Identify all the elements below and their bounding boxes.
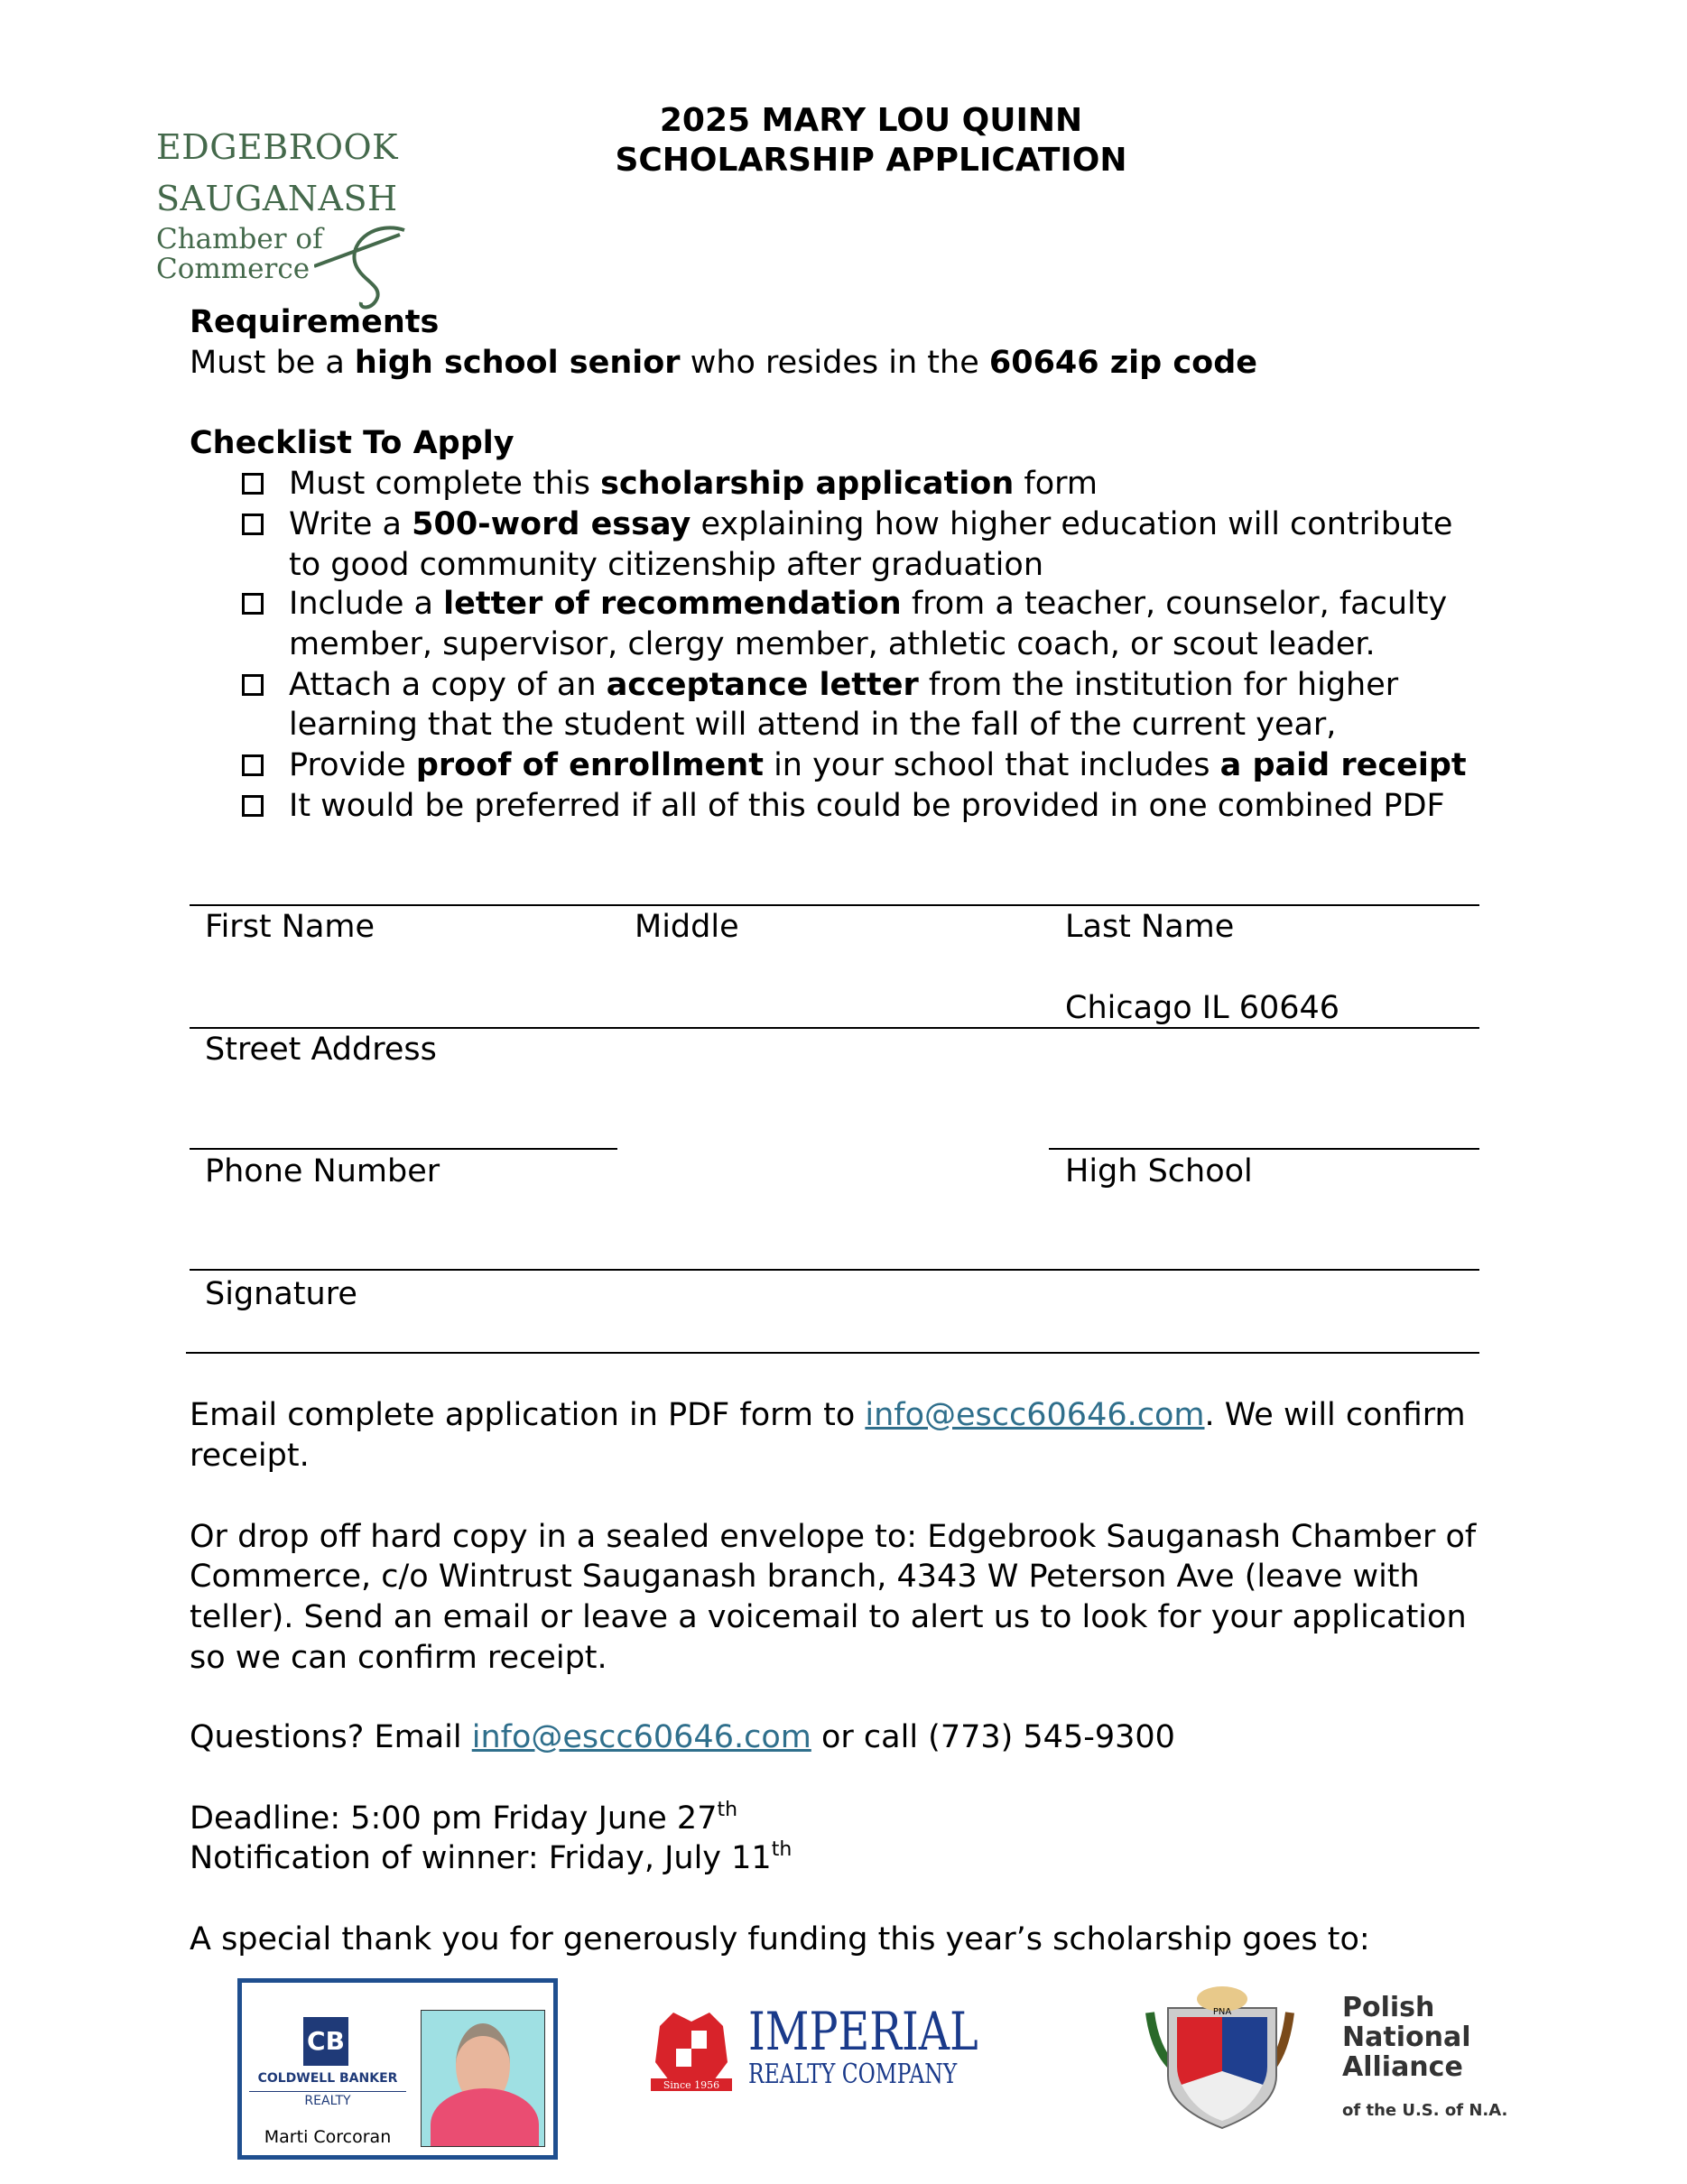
logo-line: Commerce — [156, 253, 311, 285]
logo-line: EDGEBROOK — [156, 127, 399, 167]
signature-label: Signature — [205, 1276, 357, 1312]
page-title-line2: SCHOLARSHIP APPLICATION — [615, 142, 1127, 179]
imperial-name: IMPERIAL — [748, 2001, 978, 2062]
checklist-item: Attach a copy of an acceptance letter from the institution for higher — [289, 667, 1399, 703]
checklist-item-cont: learning that the student will attend in the fall of the current year, — [289, 707, 1337, 743]
coldwell-banker-logo — [237, 1978, 558, 2160]
dropoff-text: so we can confirm receipt. — [190, 1640, 607, 1676]
city-state-zip: Chicago IL 60646 — [1065, 990, 1340, 1026]
logo-s-flourish-icon — [314, 212, 413, 311]
pna-line: Polish — [1342, 1992, 1435, 2023]
checklist-item-cont: member, supervisor, clergy member, athletic coach, or scout leader. — [289, 626, 1376, 662]
logo-line: Chamber of — [156, 223, 323, 255]
checklist-heading: Checklist To Apply — [190, 425, 514, 461]
pna-crest-text: PNA — [1212, 2007, 1232, 2017]
pna-line: Alliance — [1342, 2051, 1463, 2083]
street-address-label: Street Address — [205, 1032, 437, 1068]
phone-school-field-line[interactable] — [190, 1269, 1479, 1271]
questions-email-link[interactable]: info@escc60646.com — [471, 1719, 811, 1755]
pna-line: National — [1342, 2022, 1471, 2053]
checklist-item: Include a letter of recommendation from a teacher, counselor, faculty — [289, 586, 1448, 622]
cb-sub: REALTY — [249, 2091, 406, 2108]
checkbox[interactable] — [242, 795, 264, 817]
thanks-text: A special thank you for generously funding this year’s scholarship goes to: — [190, 1921, 1370, 1957]
agent-photo — [421, 2010, 545, 2147]
polish-national-alliance-logo — [1136, 1985, 1525, 2130]
cb-monogram-icon: CB — [303, 2017, 348, 2066]
page-title-line1: 2025 MARY LOU QUINN — [659, 102, 1083, 139]
cb-agent-name: Marti Corcoran — [264, 2127, 392, 2147]
logo-line: SAUGANASH — [156, 179, 398, 218]
checklist-item-cont: to good community citizenship after graduation — [289, 547, 1044, 583]
street-address-field-line[interactable] — [190, 1148, 617, 1150]
street-address-field-line-right[interactable] — [1049, 1148, 1479, 1150]
notification-text: Notification of winner: Friday, July 11th — [190, 1838, 793, 1876]
checklist-item: It would be preferred if all of this could be provided in one combined PDF — [289, 788, 1445, 824]
pna-crest-icon — [1136, 1985, 1308, 2130]
requirements-text: Must be a high school senior who resides in the 60646 zip code — [190, 345, 1258, 381]
imperial-since-text: Since 1956 — [663, 2079, 720, 2091]
cb-name: COLDWELL BANKER — [257, 2071, 398, 2086]
email-instructions-cont: receipt. — [190, 1438, 310, 1474]
questions-text: Questions? Email info@escc60646.com or call (773) 545-9300 — [190, 1719, 1175, 1755]
deadline-text: Deadline: 5:00 pm Friday June 27th — [190, 1799, 738, 1837]
checklist-item: Write a 500-word essay explaining how higher education will contribute — [289, 506, 1453, 542]
middle-name-label: Middle — [635, 909, 739, 945]
checkbox[interactable] — [242, 473, 264, 495]
signature-field-line[interactable] — [186, 1352, 1479, 1354]
checklist-item: Provide proof of enrollment in your school that includes a paid receipt — [289, 747, 1467, 783]
dropoff-text: Commerce, c/o Wintrust Sauganash branch, 4343 W Peterson Ave (leave with — [190, 1559, 1420, 1595]
checkbox[interactable] — [242, 514, 264, 535]
imperial-realty-logo — [642, 2001, 1039, 2094]
first-name-label: First Name — [205, 909, 375, 945]
pna-sub: of the U.S. of N.A. — [1342, 2101, 1508, 2120]
checkbox[interactable] — [242, 674, 264, 696]
dropoff-text: Or drop off hard copy in a sealed envelope to: Edgebrook Sauganash Chamber of — [190, 1519, 1477, 1555]
name-field-line[interactable] — [190, 1027, 1479, 1029]
last-name-label: Last Name — [1065, 909, 1235, 945]
imperial-crest-icon — [642, 2008, 741, 2091]
phone-number-label: Phone Number — [205, 1153, 440, 1189]
dropoff-text: teller). Send an email or leave a voicemail to alert us to look for your application — [190, 1599, 1467, 1635]
checklist-item: Must complete this scholarship application form — [289, 466, 1098, 502]
high-school-label: High School — [1065, 1153, 1253, 1189]
email-instructions: Email complete application in PDF form to info@escc60646.com. We will confirm — [190, 1397, 1466, 1433]
checkbox[interactable] — [242, 754, 264, 776]
pna-name — [1342, 1993, 1470, 2082]
requirements-heading: Requirements — [190, 304, 440, 340]
email-link[interactable]: info@escc60646.com — [865, 1397, 1205, 1433]
form-rule — [190, 904, 1479, 906]
imperial-sub: REALTY COMPANY — [748, 2059, 958, 2090]
checkbox[interactable] — [242, 593, 264, 615]
